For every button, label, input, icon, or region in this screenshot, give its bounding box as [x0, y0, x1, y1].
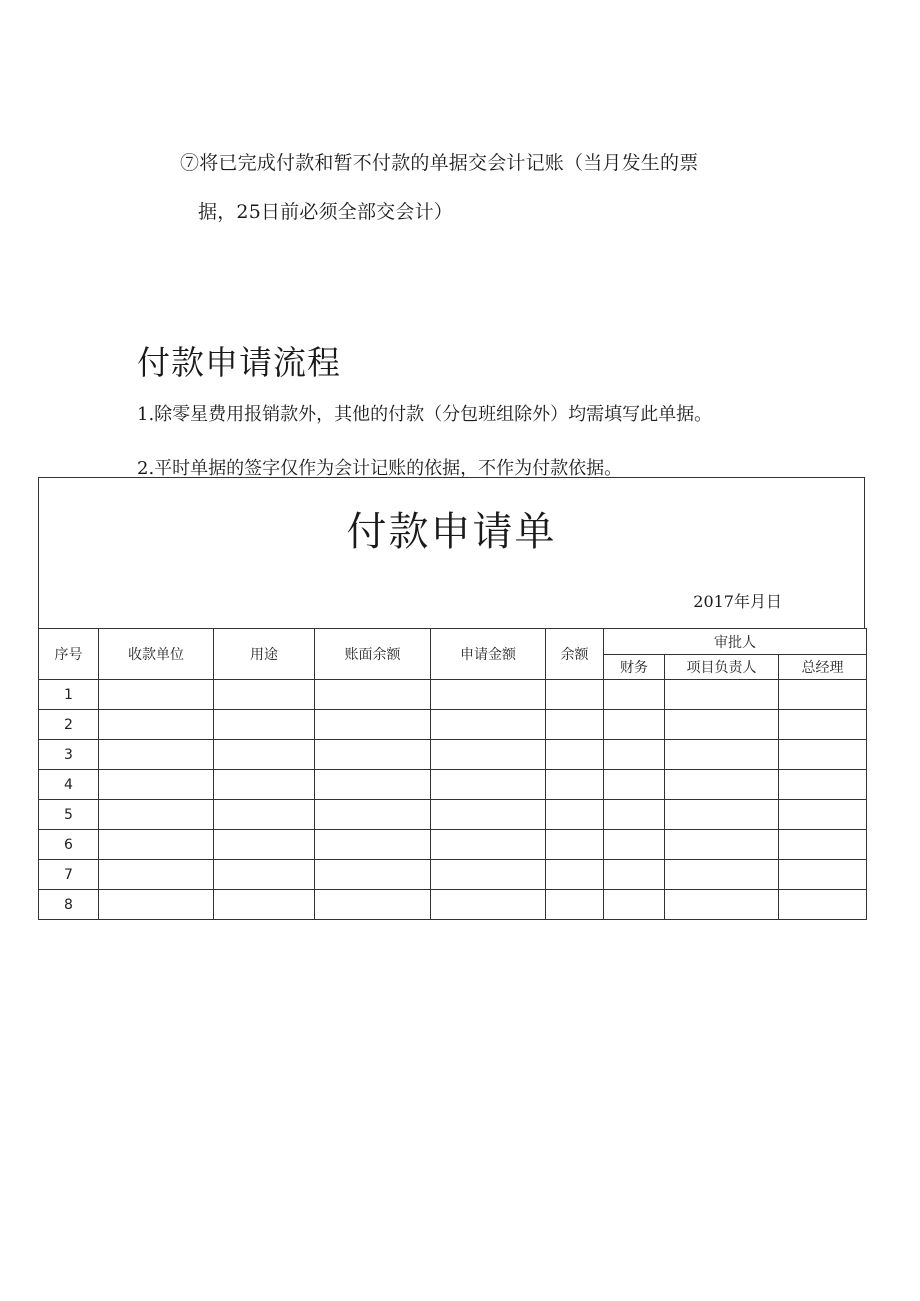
cell-purpose[interactable]	[214, 680, 315, 710]
table-row	[39, 890, 867, 920]
row-seq: 8	[39, 890, 99, 920]
cell-finance[interactable]	[604, 830, 665, 860]
cell-payee[interactable]	[99, 830, 214, 860]
cell-gm[interactable]	[779, 830, 867, 860]
table-row	[39, 830, 867, 860]
cell-payee[interactable]	[99, 740, 214, 770]
cell-finance[interactable]	[604, 740, 665, 770]
flow-rule-2: 2.平时单据的签字仅作为会计记账的依据，不作为付款依据。	[137, 458, 623, 479]
row-seq: 6	[39, 830, 99, 860]
cell-gm[interactable]	[779, 890, 867, 920]
table-row	[39, 800, 867, 830]
cell-request-amount[interactable]	[431, 830, 546, 860]
intro-line-1: ⑦将已完成付款和暂不付款的单据交会计记账（当月发生的票	[180, 152, 699, 174]
cell-request-amount[interactable]	[431, 890, 546, 920]
flow-rule-1: 1.除零星费用报销款外，其他的付款（分包班组除外）均需填写此单据。	[137, 404, 713, 425]
cell-purpose[interactable]	[214, 800, 315, 830]
table-row	[39, 710, 867, 740]
cell-book-balance[interactable]	[315, 770, 431, 800]
cell-finance[interactable]	[604, 800, 665, 830]
cell-project-lead[interactable]	[665, 890, 779, 920]
cell-gm[interactable]	[779, 710, 867, 740]
cell-purpose[interactable]	[214, 860, 315, 890]
cell-request-amount[interactable]	[431, 680, 546, 710]
cell-payee[interactable]	[99, 680, 214, 710]
cell-payee[interactable]	[99, 770, 214, 800]
form-header-box	[38, 477, 865, 628]
cell-balance[interactable]	[546, 770, 604, 800]
cell-request-amount[interactable]	[431, 860, 546, 890]
cell-book-balance[interactable]	[315, 710, 431, 740]
form-date: 2017年月日	[693, 592, 782, 611]
row-seq: 1	[39, 680, 99, 710]
cell-payee[interactable]	[99, 710, 214, 740]
cell-request-amount[interactable]	[431, 710, 546, 740]
col-seq: 序号	[39, 629, 99, 680]
cell-project-lead[interactable]	[665, 800, 779, 830]
col-finance: 财务	[604, 655, 665, 680]
cell-finance[interactable]	[604, 770, 665, 800]
form-title: 付款申请单	[346, 509, 557, 555]
table-body	[39, 680, 867, 920]
cell-book-balance[interactable]	[315, 830, 431, 860]
cell-project-lead[interactable]	[665, 680, 779, 710]
col-book-balance: 账面余额	[315, 629, 431, 680]
cell-finance[interactable]	[604, 890, 665, 920]
cell-finance[interactable]	[604, 710, 665, 740]
cell-gm[interactable]	[779, 740, 867, 770]
row-seq: 3	[39, 740, 99, 770]
cell-balance[interactable]	[546, 710, 604, 740]
cell-gm[interactable]	[779, 680, 867, 710]
col-gm: 总经理	[779, 655, 867, 680]
col-project-lead: 项目负责人	[665, 655, 779, 680]
cell-purpose[interactable]	[214, 890, 315, 920]
cell-balance[interactable]	[546, 800, 604, 830]
cell-book-balance[interactable]	[315, 680, 431, 710]
col-payee: 收款单位	[99, 629, 214, 680]
col-approver: 审批人	[604, 629, 867, 655]
table-row	[39, 740, 867, 770]
cell-project-lead[interactable]	[665, 860, 779, 890]
cell-balance[interactable]	[546, 890, 604, 920]
col-balance: 余额	[546, 629, 604, 680]
cell-payee[interactable]	[99, 800, 214, 830]
cell-book-balance[interactable]	[315, 740, 431, 770]
cell-balance[interactable]	[546, 860, 604, 890]
cell-gm[interactable]	[779, 800, 867, 830]
cell-purpose[interactable]	[214, 830, 315, 860]
col-request-amount: 申请金额	[431, 629, 546, 680]
payment-table	[38, 628, 867, 920]
cell-request-amount[interactable]	[431, 770, 546, 800]
cell-balance[interactable]	[546, 740, 604, 770]
row-seq: 4	[39, 770, 99, 800]
cell-finance[interactable]	[604, 680, 665, 710]
cell-payee[interactable]	[99, 860, 214, 890]
cell-purpose[interactable]	[214, 770, 315, 800]
cell-request-amount[interactable]	[431, 800, 546, 830]
table-row	[39, 680, 867, 710]
col-purpose: 用途	[214, 629, 315, 680]
cell-project-lead[interactable]	[665, 740, 779, 770]
row-seq: 7	[39, 860, 99, 890]
cell-balance[interactable]	[546, 830, 604, 860]
intro-line-2: 据，25日前必须全部交会计）	[198, 201, 453, 223]
cell-purpose[interactable]	[214, 710, 315, 740]
cell-project-lead[interactable]	[665, 830, 779, 860]
cell-gm[interactable]	[779, 860, 867, 890]
cell-request-amount[interactable]	[431, 740, 546, 770]
cell-payee[interactable]	[99, 890, 214, 920]
flow-title: 付款申请流程	[137, 343, 341, 382]
cell-project-lead[interactable]	[665, 770, 779, 800]
row-seq: 5	[39, 800, 99, 830]
cell-purpose[interactable]	[214, 740, 315, 770]
cell-balance[interactable]	[546, 680, 604, 710]
table-row	[39, 860, 867, 890]
cell-gm[interactable]	[779, 770, 867, 800]
cell-book-balance[interactable]	[315, 860, 431, 890]
row-seq: 2	[39, 710, 99, 740]
cell-book-balance[interactable]	[315, 890, 431, 920]
cell-finance[interactable]	[604, 860, 665, 890]
table-row	[39, 770, 867, 800]
cell-book-balance[interactable]	[315, 800, 431, 830]
cell-project-lead[interactable]	[665, 710, 779, 740]
